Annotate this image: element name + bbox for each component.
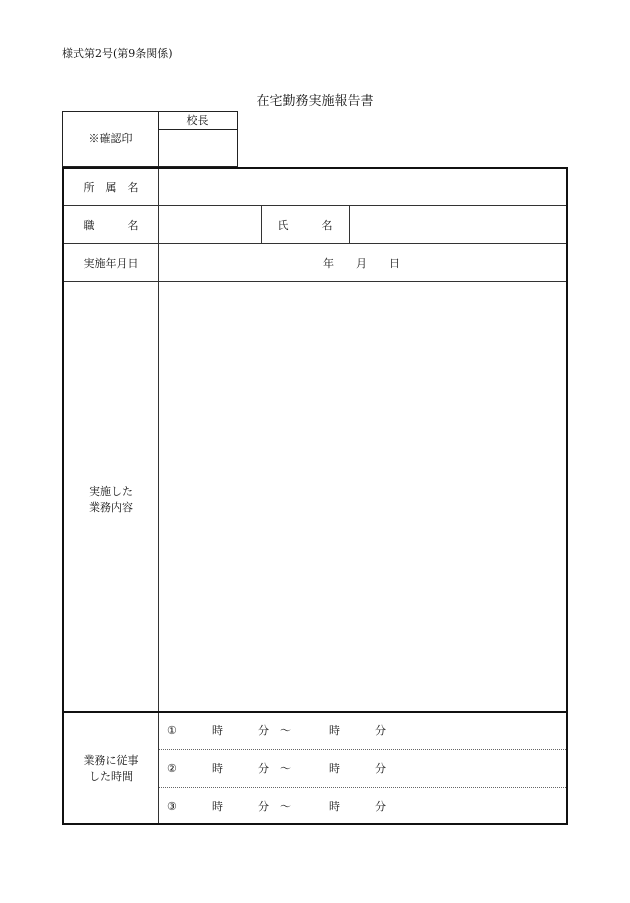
slot-1-start-minute[interactable]: 分 xyxy=(258,724,269,737)
slot-3-tilde: ～ xyxy=(280,800,291,813)
working-hours-label-line1: 業務に従事 xyxy=(83,754,139,767)
slot-2-end-hour[interactable]: 時 xyxy=(329,762,340,775)
working-hours-label-line2: した時間 xyxy=(89,770,133,783)
work-content-field[interactable] xyxy=(159,282,566,711)
affiliation-field[interactable] xyxy=(159,169,566,205)
principal-label: 校長 xyxy=(186,114,209,127)
affiliation-label: 所 属 名 xyxy=(83,181,139,194)
date-label: 実施年月日 xyxy=(83,257,139,270)
slot-2-start-minute[interactable]: 分 xyxy=(258,762,269,775)
slot-2-number: ② xyxy=(167,762,177,775)
slot-3-number: ③ xyxy=(167,800,177,813)
slot-1-end-minute[interactable]: 分 xyxy=(375,724,386,737)
slot-1-tilde: ～ xyxy=(280,724,291,737)
confirmation-stamp-box xyxy=(62,111,238,167)
stamp-divider-horizontal xyxy=(158,129,237,130)
slot-3-end-hour[interactable]: 時 xyxy=(329,800,340,813)
slot-2-end-minute[interactable]: 分 xyxy=(375,762,386,775)
slot-3-start-minute[interactable]: 分 xyxy=(258,800,269,813)
report-form xyxy=(62,167,568,825)
time-slot-divider xyxy=(159,749,566,750)
working-hours-label xyxy=(64,753,158,785)
name-label: 氏 名 xyxy=(277,219,333,232)
slot-1-number: ① xyxy=(167,724,177,737)
slot-1-start-hour[interactable]: 時 xyxy=(212,724,223,737)
position-field[interactable] xyxy=(159,206,261,243)
page-title: 在宅勤務実施報告書 xyxy=(256,94,374,109)
slot-2-tilde: ～ xyxy=(280,762,291,775)
position-label: 職 名 xyxy=(83,219,139,232)
slot-2-start-hour[interactable]: 時 xyxy=(212,762,223,775)
work-content-label-line2: 業務内容 xyxy=(89,501,133,514)
work-content-label-line1: 実施した xyxy=(89,485,133,498)
row-divider xyxy=(64,711,566,713)
form-number: 様式第2号(第9条関係) xyxy=(62,47,173,60)
slot-3-end-minute[interactable]: 分 xyxy=(375,800,386,813)
slot-3-start-hour[interactable]: 時 xyxy=(212,800,223,813)
name-field[interactable] xyxy=(350,206,566,243)
date-value[interactable]: 年 月 日 xyxy=(323,257,400,270)
time-slot-divider xyxy=(159,787,566,788)
row-divider xyxy=(64,243,566,244)
slot-1-end-hour[interactable]: 時 xyxy=(329,724,340,737)
work-content-label xyxy=(64,484,158,516)
stamp-label: ※確認印 xyxy=(88,132,133,145)
